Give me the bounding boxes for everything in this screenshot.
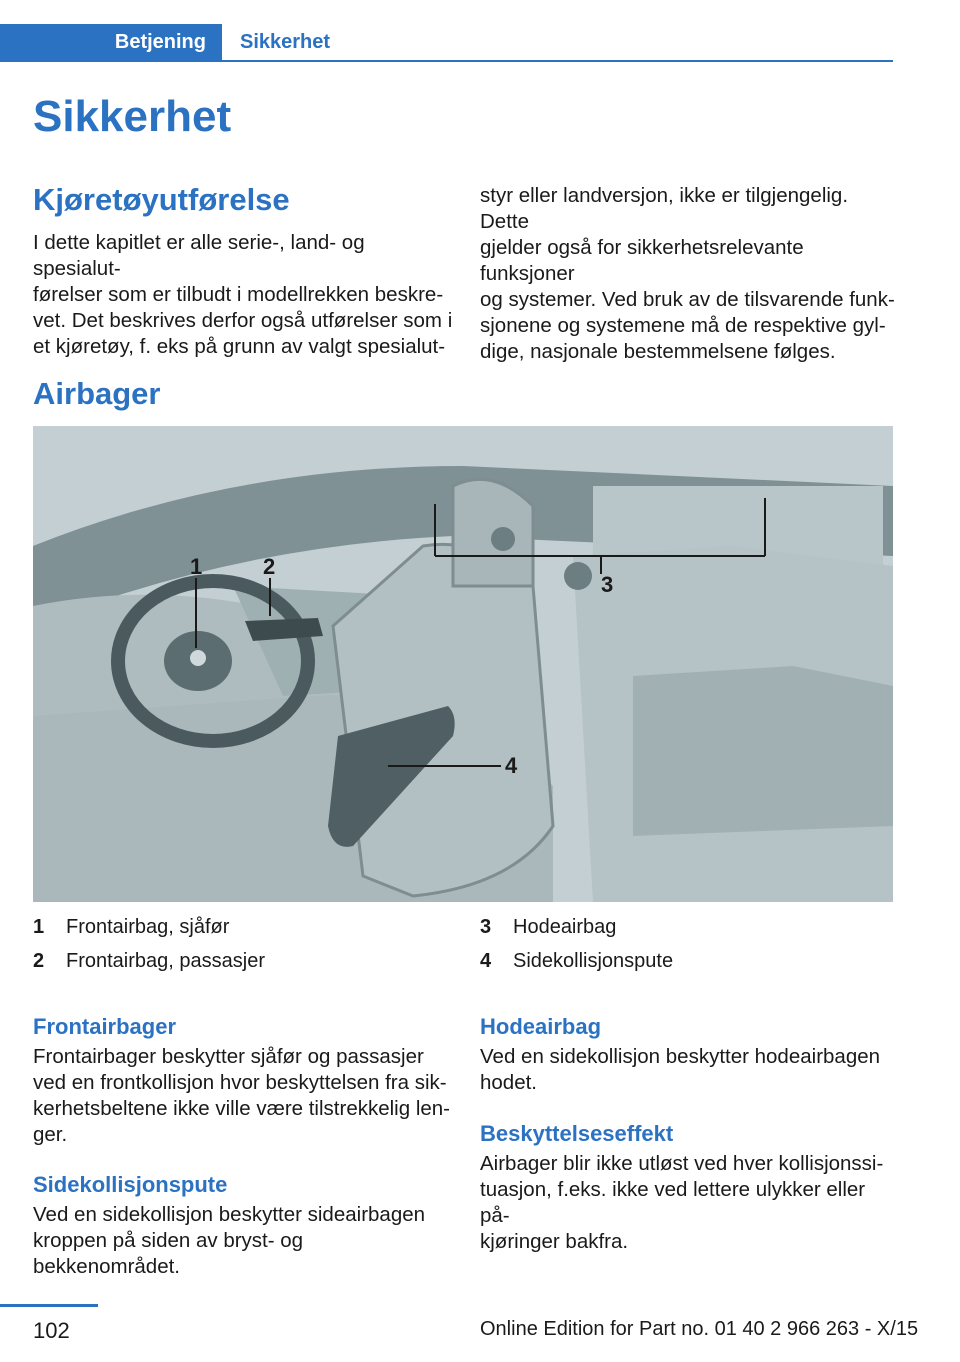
text-line: vet. Det beskrives derfor også utførelser som i bbox=[33, 309, 453, 332]
legend-num: 3 bbox=[480, 915, 492, 938]
page-number: 102 bbox=[33, 1318, 70, 1343]
text-line: kroppen på siden av bryst- og bekkenområdet. bbox=[33, 1229, 304, 1278]
text-line: førelser som er tilbudt i modellrekken beskre- bbox=[33, 283, 444, 306]
text-line: styr eller landversjon, ikke er tilgjengelig. Dette bbox=[480, 184, 849, 233]
text-line: kerhetsbeltene ikke ville være tilstrekkelig len- bbox=[33, 1097, 451, 1120]
callout-1: 1 bbox=[190, 554, 203, 579]
sidekollisjonspute-section bbox=[33, 1172, 453, 1280]
text-line: tuasjon, f.eks. ikke ved lettere ulykker eller på- bbox=[480, 1178, 866, 1227]
text-line: dige, nasjonale bestemmelsene følges. bbox=[480, 340, 836, 363]
text-line: gjelder også for sikkerhetsrelevante funksjoner bbox=[480, 236, 804, 285]
car-interior-drawing bbox=[33, 426, 893, 902]
hodeairbag-section bbox=[480, 1014, 900, 1096]
header-divider bbox=[0, 60, 893, 62]
beskyttelseseffekt-heading: Beskyttelseseffekt bbox=[480, 1121, 674, 1146]
header-tabs bbox=[0, 24, 893, 62]
legend-item bbox=[480, 944, 673, 978]
text-line: kjøringer bakfra. bbox=[480, 1230, 629, 1253]
legend-num: 2 bbox=[33, 949, 45, 972]
sidekollisjonspute-heading: Sidekollisjonspute bbox=[33, 1172, 228, 1197]
hodeairbag-heading: Hodeairbag bbox=[480, 1014, 602, 1039]
kjoretoyutforelse-text-left bbox=[33, 230, 453, 360]
frontairbager-heading: Frontairbager bbox=[33, 1014, 177, 1039]
legend-item bbox=[480, 910, 673, 944]
text-line: I dette kapitlet er alle serie-, land- og spesialut- bbox=[33, 231, 365, 280]
legend-label: Frontairbag, sjåfør bbox=[66, 915, 230, 938]
text-line: Airbager blir ikke utløst ved hver kollisjonssi- bbox=[480, 1152, 884, 1175]
text-line: hodet. bbox=[480, 1071, 537, 1094]
text-line: ger. bbox=[33, 1123, 68, 1146]
tab-betjening[interactable] bbox=[0, 24, 222, 60]
legend-item bbox=[33, 910, 265, 944]
legend-label: Frontairbag, passasjer bbox=[66, 949, 265, 972]
legend-right bbox=[480, 910, 673, 978]
section-heading-kjoretoyutforelse: Kjøretøyutførelse bbox=[33, 182, 290, 217]
text-line: et kjøretøy, f. eks på grunn av valgt spesialut- bbox=[33, 335, 446, 358]
legend-label: Hodeairbag bbox=[513, 915, 617, 938]
text-line: ved en frontkollisjon hvor beskyttelsen fra sik- bbox=[33, 1071, 447, 1094]
text-line: Frontairbager beskytter sjåfør og passasjer bbox=[33, 1045, 424, 1068]
callout-4: 4 bbox=[505, 753, 518, 778]
text-line: Ved en sidekollisjon beskytter hodeairbagen bbox=[480, 1045, 881, 1068]
frontairbager-section bbox=[33, 1014, 453, 1148]
legend-item bbox=[33, 944, 265, 978]
text-line: og systemer. Ved bruk av de tilsvarende funk- bbox=[480, 288, 895, 311]
edition-note: Online Edition for Part no. 01 40 2 966 263 - X/15 bbox=[480, 1318, 919, 1340]
section-heading-airbager: Airbager bbox=[33, 376, 161, 411]
tab-sikkerhet[interactable] bbox=[240, 24, 330, 60]
beskyttelseseffekt-section bbox=[480, 1121, 900, 1255]
text-line: sjonene og systemene må de respektive gyl- bbox=[480, 314, 886, 337]
legend-num: 1 bbox=[33, 915, 45, 938]
callout-3: 3 bbox=[601, 572, 614, 597]
legend-label: Sidekollisjonspute bbox=[513, 949, 674, 972]
kjoretoyutforelse-text-right bbox=[480, 183, 900, 365]
legend-left bbox=[33, 910, 265, 978]
callout-2: 2 bbox=[263, 554, 276, 579]
tab-betjening-label: Betjening bbox=[114, 30, 206, 53]
legend-num: 4 bbox=[480, 949, 492, 972]
text-line: Ved en sidekollisjon beskytter sideairbagen bbox=[33, 1203, 426, 1226]
footer-divider bbox=[0, 1304, 98, 1307]
page-title: Sikkerhet bbox=[33, 92, 232, 141]
tab-sikkerhet-label: Sikkerhet bbox=[240, 30, 331, 53]
airbag-illustration bbox=[33, 426, 893, 902]
